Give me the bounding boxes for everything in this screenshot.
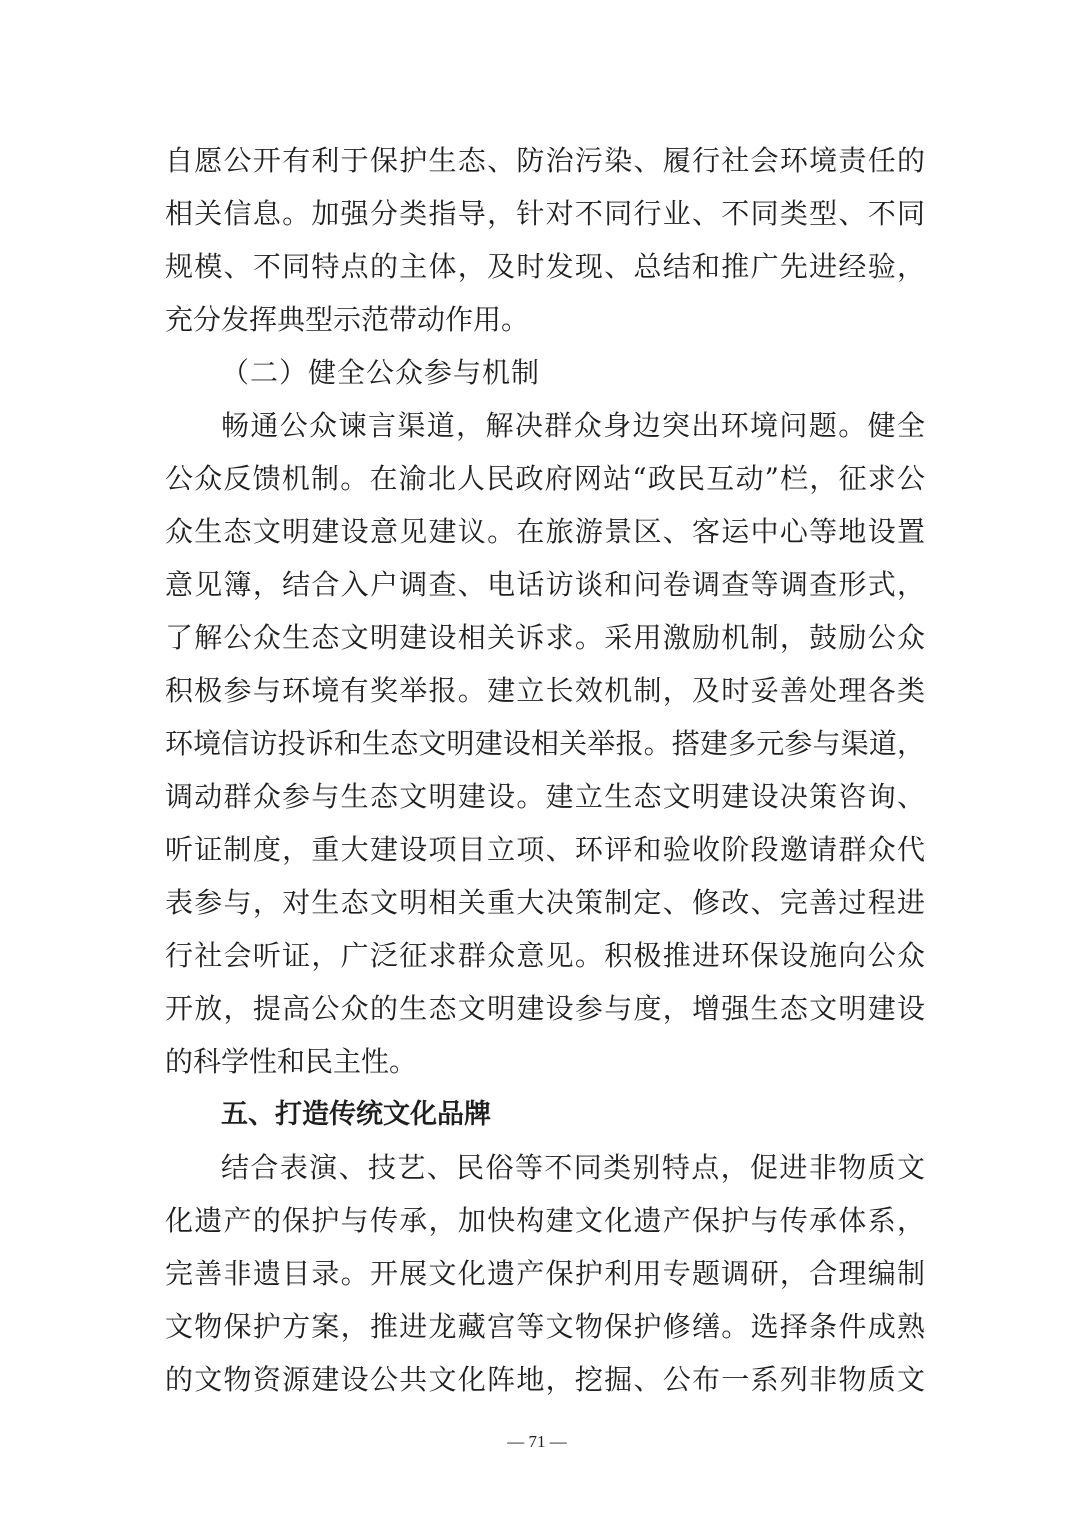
text-line: 开放，提高公众的生态文明建设参与度，增强生态文明建设: [165, 992, 925, 1025]
text-line: 文物保护方案，推进龙藏宫等文物保护修缮。选择条件成熟: [165, 1310, 925, 1343]
text-line: 相关信息。加强分类指导，针对不同行业、不同类型、不同: [165, 197, 925, 230]
text-line: 听证制度，重大建设项目立项、环评和验收阶段邀请群众代: [165, 833, 925, 866]
text-line: 意见簿，结合入户调查、电话访谈和问卷调查等调查形式，: [165, 568, 925, 601]
text-line: 调动群众参与生态文明建设。建立生态文明建设决策咨询、: [165, 780, 925, 813]
text-line: 自愿公开有利于保护生态、防治污染、履行社会环境责任的: [165, 144, 925, 177]
section-heading: 五、打造传统文化品牌: [221, 1099, 491, 1130]
section-subheading: （二）健全公众参与机制: [221, 356, 541, 389]
text-line: 表参与，对生态文明相关重大决策制定、修改、完善过程进: [165, 886, 925, 919]
text-line: 行社会听证，广泛征求群众意见。积极推进环保设施向公众: [165, 939, 925, 972]
text-line: 完善非遗目录。开展文化遗产保护利用专题调研，合理编制: [165, 1257, 925, 1290]
page-number: — 71 —: [507, 1432, 567, 1451]
text-line: 结合表演、技艺、民俗等不同类别特点，促进非物质文: [221, 1151, 925, 1184]
text-line: 充分发挥典型示范带动作用。: [165, 303, 530, 336]
text-line: 了解公众生态文明建设相关诉求。采用激励机制，鼓励公众: [165, 621, 925, 654]
text-line: 积极参与环境有奖举报。建立长效机制，及时妥善处理各类: [165, 674, 925, 707]
text-line: 环境信访投诉和生态文明建设相关举报。搭建多元参与渠道，: [165, 727, 925, 760]
text-line: 畅通公众谏言渠道，解决群众身边突出环境问题。健全: [221, 409, 925, 442]
text-line: 规模、不同特点的主体，及时发现、总结和推广先进经验，: [165, 250, 925, 283]
text-line: 的科学性和民主性。: [165, 1045, 418, 1078]
text-line: 公众反馈机制。在渝北人民政府网站“政民互动”栏，征求公: [165, 462, 925, 495]
text-line: 众生态文明建设意见建议。在旅游景区、客运中心等地设置: [165, 515, 925, 548]
text-line: 的文物资源建设公共文化阵地，挖掘、公布一系列非物质文: [165, 1363, 925, 1396]
text-line: 化遗产的保护与传承，加快构建文化遗产保护与传承体系，: [165, 1204, 925, 1237]
